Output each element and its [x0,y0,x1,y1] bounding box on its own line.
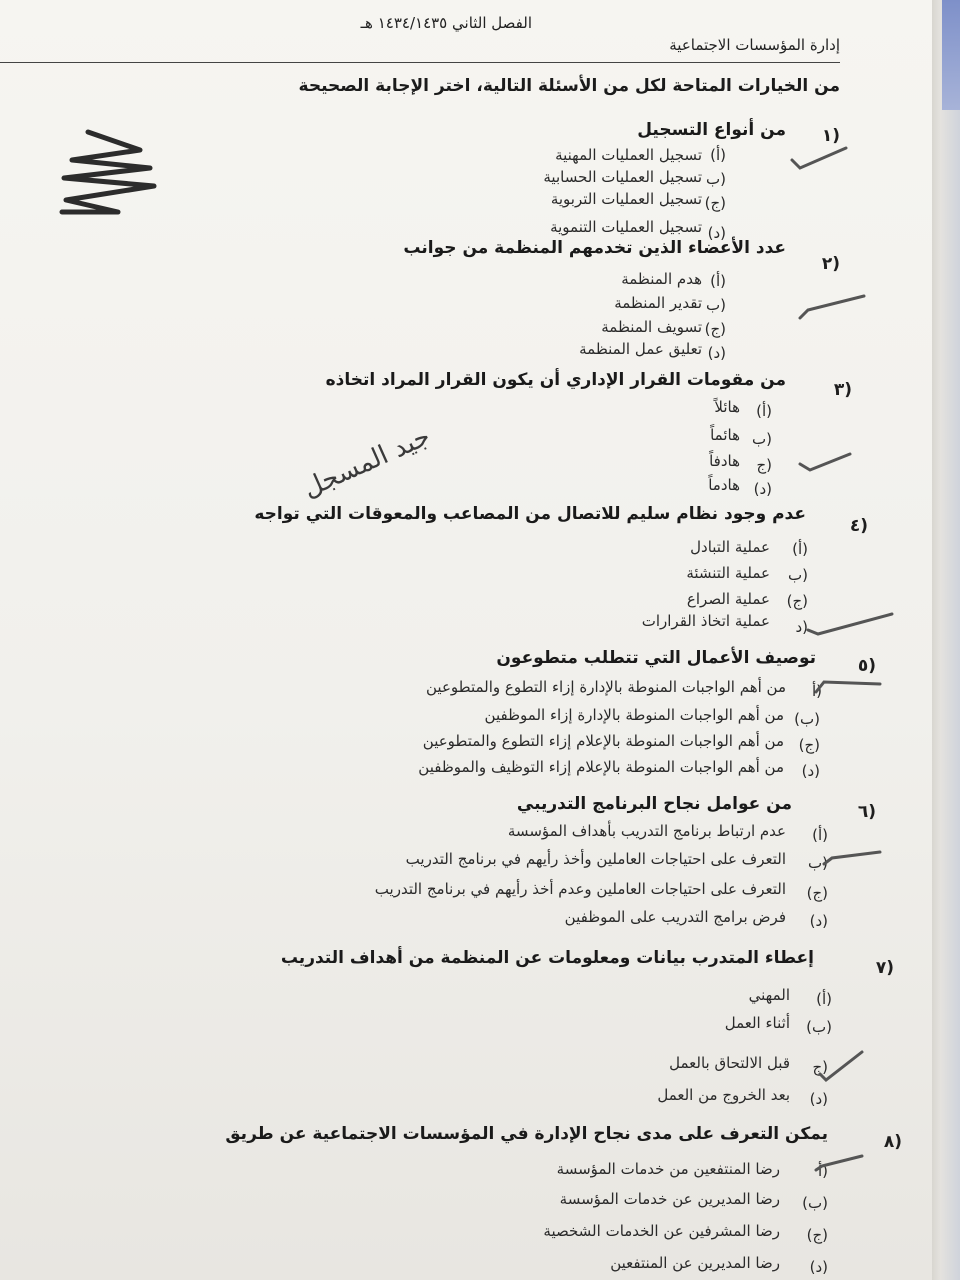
course-title: إدارة المؤسسات الاجتماعية [669,36,840,54]
option-text: بعد الخروج من العمل [657,1086,790,1104]
option-text: من أهم الواجبات المنوطة بالإدارة إزاء التطوع والمتطوعين [426,678,786,696]
option-letter: (ج) [704,194,726,212]
option-letter: (ب) [806,1018,832,1036]
question-number: (٣ [833,380,852,400]
option-letter: (أ [811,682,822,700]
question-text: من مقومات القرار الإداري أن يكون القرار المراد اتخاذه [325,370,786,390]
option-letter: (د) [707,344,726,362]
option-text: رضا المنتفعين من خدمات المؤسسة [556,1160,780,1178]
option-text: تسجيل العمليات الحسابية [543,168,702,186]
option-letter: (ج) [806,1226,828,1244]
option-text: عدم ارتباط برنامج التدريب بأهداف المؤسسة [507,822,786,840]
option-text: من أهم الواجبات المنوطة بالإدارة إزاء الموظفين [484,706,784,724]
option-text: عملية التنشئة [686,564,770,582]
question-number: (٦ [857,802,876,822]
option-text: عملية الصراع [686,590,770,608]
option-letter: (د) [809,1090,828,1108]
question-number: (٤ [849,516,868,536]
question-text: توصيف الأعمال التي تتطلب متطوعون [496,648,816,668]
option-letter: (ب [808,854,828,872]
handwritten-note: جيد المسجل [298,421,435,504]
option-text: هادفاً [709,452,740,470]
option-letter: (ج) [704,320,726,338]
option-text: فرض برامج التدريب على الموظفين [564,908,786,926]
option-letter: (أ [817,1162,828,1180]
check-mark-q2 [800,296,864,318]
option-text: تعليق عمل المنظمة [579,340,702,358]
option-text: المهني [748,986,790,1004]
option-letter: (أ) [710,146,726,164]
semester-label: الفصل الثاني ١٤٣٤/١٤٣٥ هـ [360,14,532,32]
question-text: من عوامل نجاح البرنامج التدريبي [516,794,792,814]
option-letter: (أ) [812,826,828,844]
option-letter: (ب) [802,1194,828,1212]
option-text: رضا المديرين عن خدمات المؤسسة [559,1190,780,1208]
background-strip [942,0,960,110]
question-text: عدم وجود نظام سليم للاتصال من المصاعب والمعوقات التي تواجه [254,504,806,524]
question-number: (١ [821,126,840,146]
check-mark-q4 [808,614,892,634]
option-letter: (أ) [710,272,726,290]
option-text: عملية اتخاذ القرارات [641,612,770,630]
option-letter: (ج [756,456,772,474]
option-text: من أهم الواجبات المنوطة بالإعلام إزاء التوظيف والموظفين [418,758,784,776]
option-letter: (ب [706,296,726,314]
option-letter: (د) [809,912,828,930]
option-letter: (ج) [798,736,820,754]
exam-instruction: من الخيارات المتاحة لكل من الأسئلة التالية، اختر الإجابة الصحيحة [298,76,840,96]
check-mark-q1 [792,148,846,168]
question-text: إعطاء المتدرب بيانات ومعلومات عن المنظمة من أهداف التدريب [280,948,814,968]
option-letter: (ج [812,1058,828,1076]
page-edge [932,0,960,1280]
option-letter: (ب [752,430,772,448]
option-text: تسجيل العمليات المهنية [555,146,702,164]
question-text: عدد الأعضاء الذين تخدمهم المنظمة من جوانب [403,238,786,258]
question-text: يمكن التعرف على مدى نجاح الإدارة في المؤسسات الاجتماعية عن طريق [225,1124,828,1144]
option-letter: (د [795,618,808,636]
option-text: التعرف على احتياجات العاملين وأخذ رأيهم في برنامج التدريب [405,850,786,868]
option-letter: (أ) [756,402,772,420]
option-text: هائلاً [714,398,740,416]
option-letter: (د) [753,480,772,498]
question-number: (٧ [875,958,894,978]
question-text: من أنواع التسجيل [637,120,786,140]
option-text: تسجيل العمليات التربوية [550,190,702,208]
option-text: رضا المديرين عن المنتفعين [610,1254,780,1272]
option-letter: (أ) [816,990,832,1008]
option-letter: (أ) [792,540,808,558]
option-letter: (د) [707,224,726,242]
question-number: (٨ [883,1132,902,1152]
option-letter: (ج) [806,884,828,902]
check-mark-q6 [824,852,880,864]
option-text: التعرف على احتياجات العاملين وعدم أخذ رأيهم في برنامج التدريب [374,880,786,898]
option-text: هدم المنظمة [621,270,702,288]
option-letter: (د) [801,762,820,780]
check-mark-q3 [800,454,850,470]
option-text: قبل الالتحاق بالعمل [669,1054,790,1072]
option-letter: (ج) [786,592,808,610]
option-text: عملية التبادل [690,538,770,556]
option-text: تسجيل العمليات التنموية [550,218,702,236]
check-mark-q5 [816,682,880,692]
option-letter: (ب [706,170,726,188]
scribble-mark [62,132,154,212]
option-text: أثناء العمل [724,1014,790,1032]
option-text: هائماً [710,426,740,444]
option-letter: (ب) [794,710,820,728]
option-text: تسويف المنظمة [601,318,702,336]
option-text: رضا المشرفين عن الخدمات الشخصية [543,1222,780,1240]
option-letter: (د) [809,1258,828,1276]
option-text: تقدير المنظمة [614,294,702,312]
option-text: هادماً [708,476,740,494]
header-divider [0,62,840,63]
option-text: من أهم الواجبات المنوطة بالإعلام إزاء التطوع والمتطوعين [422,732,784,750]
option-letter: (ب [788,566,808,584]
question-number: (٥ [857,656,876,676]
question-number: (٢ [821,254,840,274]
